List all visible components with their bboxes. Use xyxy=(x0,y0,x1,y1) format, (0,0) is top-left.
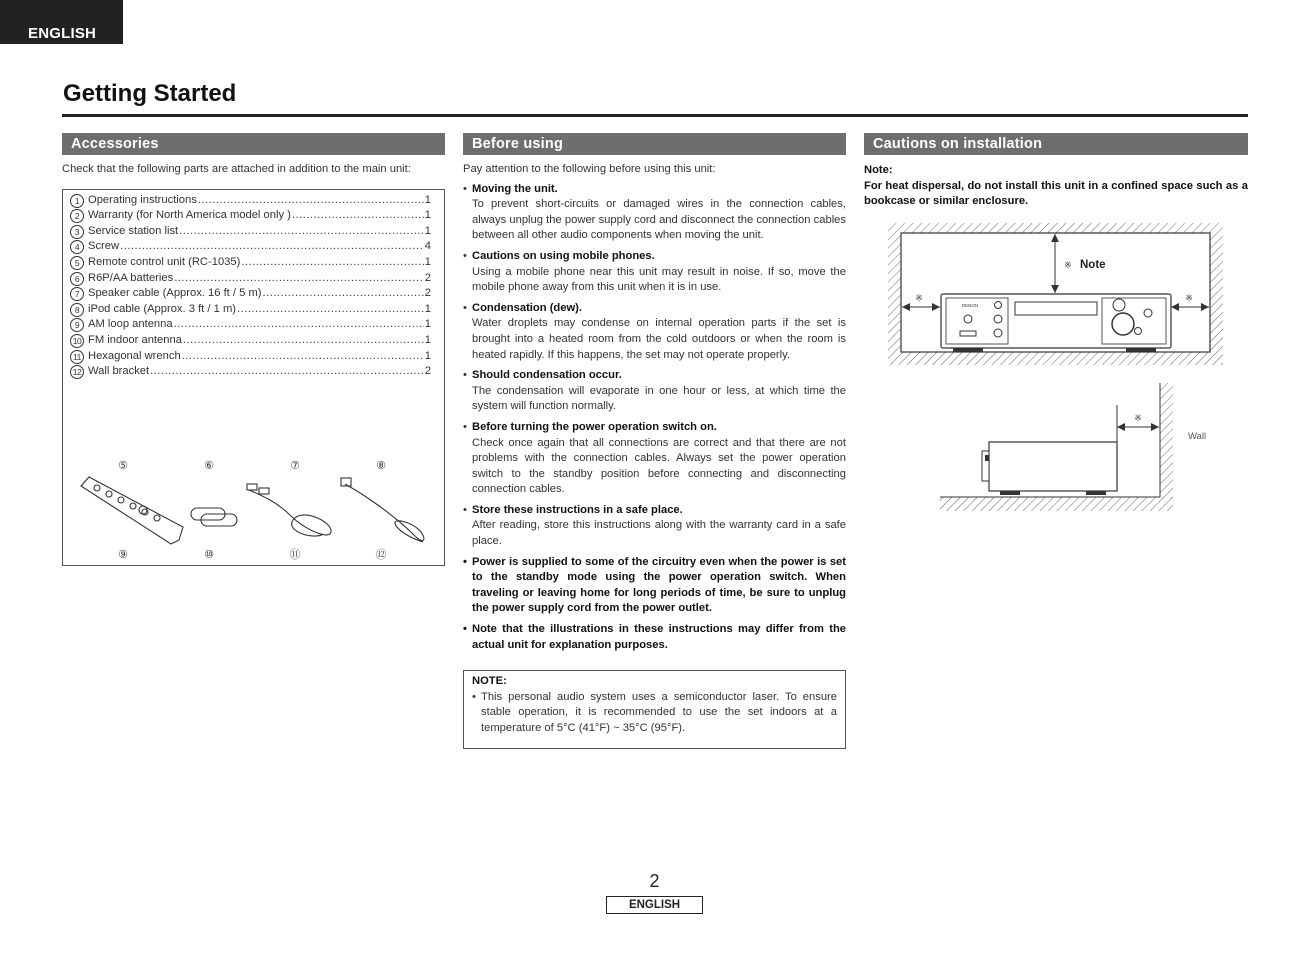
item-qty: 1 xyxy=(424,255,431,268)
precaution-title: • Store these instructions in a safe place. xyxy=(472,503,683,516)
precaution-text: Check once again that all connections are correct and that there are not problems with the connection cables. Always set the power operation switch to the standby position before connecting and disconnecting connection cables. xyxy=(472,436,846,496)
before-using-heading: Before using xyxy=(463,133,846,155)
item-qty: 1 xyxy=(424,224,431,237)
item-qty: 1 xyxy=(424,349,431,362)
remote-button-icon xyxy=(118,497,124,503)
item-name: Operating instructions xyxy=(88,193,197,206)
precaution-bold-item: • Power is supplied to some of the circuitry even when the power is set to the standby mode using the power operation switch. When traveling or leaving home for long periods of time, be sure to unplug the power supply cord from the power outlet. xyxy=(463,555,846,617)
item-qty: 1 xyxy=(424,302,431,315)
item-number: 3 xyxy=(70,225,84,239)
page-title: Getting Started xyxy=(63,80,237,107)
floor-hatching xyxy=(940,497,1173,511)
precaution-item xyxy=(463,301,846,363)
item-number: 11 xyxy=(70,350,84,364)
precaution-item xyxy=(463,249,846,296)
item-number: 8 xyxy=(70,303,84,317)
item-qty: 1 xyxy=(424,209,431,222)
precaution-item xyxy=(463,420,846,498)
cautions-note-label: Note: xyxy=(864,164,893,176)
item-name: Wall bracket xyxy=(88,365,150,378)
cautions-note-text: For heat dispersal, do not install this unit in a confined space such as a bookcase or similar enclosure. xyxy=(864,179,1248,208)
mark-symbol: ※ xyxy=(1064,260,1072,270)
item-number: 5 xyxy=(70,256,84,270)
item-name: iPod cable (Approx. 3 ft / 1 m) xyxy=(88,302,236,315)
precaution-text: To prevent short-circuits or damaged wires in the connection cables, always unplug the power supply cord and disconnect the connection cables between all other audio components when moving the unit. xyxy=(472,198,846,242)
item-qty: 2 xyxy=(424,287,431,300)
item-name: AM loop antenna xyxy=(88,318,173,331)
precaution-bold-item: • Note that the illustrations in these instructions may differ from the actual unit for explanation purposes. xyxy=(463,622,846,653)
item-number: 12 xyxy=(70,365,84,379)
item-number: 4 xyxy=(70,240,84,254)
illustration-label: ⑩ xyxy=(204,548,214,561)
laser-note-box xyxy=(463,670,846,748)
illustration-label: ⑨ xyxy=(118,548,128,561)
precaution-text: After reading, store this instructions along with the warranty card in a safe place. xyxy=(472,519,846,548)
precaution-title: • Before turning the power operation switch on. xyxy=(472,420,717,433)
item-name: Speaker cable (Approx. 16 ft / 5 m) xyxy=(88,287,262,300)
cable-plug-icon xyxy=(247,484,257,490)
accessories-intro: Check that the following parts are attached in addition to the main unit: xyxy=(62,163,411,175)
item-number: 2 xyxy=(70,209,84,223)
unit-side-view xyxy=(982,442,1117,495)
item-name: Warranty (for North America model only ) xyxy=(88,209,291,222)
note-title: NOTE: xyxy=(472,675,507,688)
item-qty: 1 xyxy=(424,193,431,206)
item-qty: 1 xyxy=(424,333,431,346)
wall-hatching xyxy=(1160,383,1173,499)
mark-symbol: ※ xyxy=(1134,413,1142,423)
illustration-label: ⑤ xyxy=(118,459,128,472)
item-name: Service station list xyxy=(88,224,179,237)
item-number: 6 xyxy=(70,272,84,286)
speaker-cable-icon xyxy=(249,490,331,536)
item-qty: 2 xyxy=(424,365,431,378)
cautions-section xyxy=(864,133,1248,442)
illustration-label: ⑧ xyxy=(376,459,386,472)
cable-plug-icon xyxy=(259,488,269,494)
mark-symbol: ※ xyxy=(915,293,923,303)
illustration-label: ⑫ xyxy=(375,548,387,561)
item-number: 7 xyxy=(70,287,84,301)
precaution-text: Using a mobile phone near this unit may result in noise. If so, move the mobile phone away from this unit when it is in use. xyxy=(472,265,846,294)
illustration-label: ⑪ xyxy=(289,548,301,561)
item-number: 10 xyxy=(70,334,84,348)
item-name: Screw xyxy=(88,240,120,253)
enclosure-clearance-diagram xyxy=(864,221,1248,371)
wall-clearance-diagram xyxy=(864,381,1248,516)
accessories-box xyxy=(62,189,445,566)
precaution-title: • Cautions on using mobile phones. xyxy=(472,249,655,262)
precaution-title: • Moving the unit. xyxy=(472,182,558,195)
wall-label: Wall xyxy=(1188,431,1207,442)
language-tab: ENGLISH xyxy=(0,0,123,44)
item-number: 9 xyxy=(70,318,84,332)
ipod-cable-icon xyxy=(345,484,424,542)
precaution-text: Water droplets may condense on internal operation parts if the set is brought into a heated room from the cold outdoors or when the room is heated rapidly. If this happens, the set may not operate properly. xyxy=(472,317,846,361)
item-name: FM indoor antenna xyxy=(88,333,182,346)
before-using-intro: Pay attention to the following before using this unit: xyxy=(463,163,716,175)
footer-language-label: ENGLISH xyxy=(606,896,703,914)
mark-symbol: ※ xyxy=(1185,293,1193,303)
page-number: 2 xyxy=(649,871,660,891)
illustration-label: ⑦ xyxy=(290,459,300,472)
arrow-head-icon xyxy=(1117,423,1125,431)
illustration-label: ⑥ xyxy=(204,459,214,472)
precaution-text: The condensation will evaporate in one hour or less, at which time the system will function normally. xyxy=(472,384,846,413)
brand-logo: DENON xyxy=(961,303,979,308)
item-qty: 4 xyxy=(424,240,431,253)
precaution-item xyxy=(463,182,846,244)
precaution-title: • Should condensation occur. xyxy=(472,369,622,382)
diagram-note-label: Note xyxy=(1080,259,1106,271)
item-name: R6P/AA batteries xyxy=(88,271,174,284)
remote-button-icon xyxy=(154,515,160,521)
remote-button-icon xyxy=(106,491,112,497)
precaution-item xyxy=(463,368,846,415)
item-qty: 2 xyxy=(424,271,431,284)
accessories-illustration xyxy=(63,190,444,565)
arrow-head-icon xyxy=(1151,423,1159,431)
remote-button-icon xyxy=(94,485,100,491)
item-qty: 1 xyxy=(424,318,431,331)
title-rule xyxy=(62,114,1248,117)
item-name: Hexagonal wrench xyxy=(88,349,181,362)
remote-button-icon xyxy=(130,503,136,509)
item-name: Remote control unit (RC-1035) xyxy=(88,255,241,268)
precaution-title: • Condensation (dew). xyxy=(472,301,583,314)
accessories-heading: Accessories xyxy=(62,133,445,155)
accessories-section xyxy=(62,133,445,566)
before-using-section xyxy=(463,133,846,749)
unit-front-view xyxy=(941,294,1171,352)
precaution-item xyxy=(463,503,846,550)
before-using-list xyxy=(463,182,846,654)
cautions-heading: Cautions on installation xyxy=(864,133,1248,155)
item-number: 1 xyxy=(70,194,84,208)
remote-control-icon xyxy=(81,477,183,544)
note-text: • This personal audio system uses a semiconductor laser. To ensure stable operation, it is recommended to use the set indoors at a temperature of 5°C (41°F) ~ 35°C (95°F). xyxy=(472,690,837,737)
